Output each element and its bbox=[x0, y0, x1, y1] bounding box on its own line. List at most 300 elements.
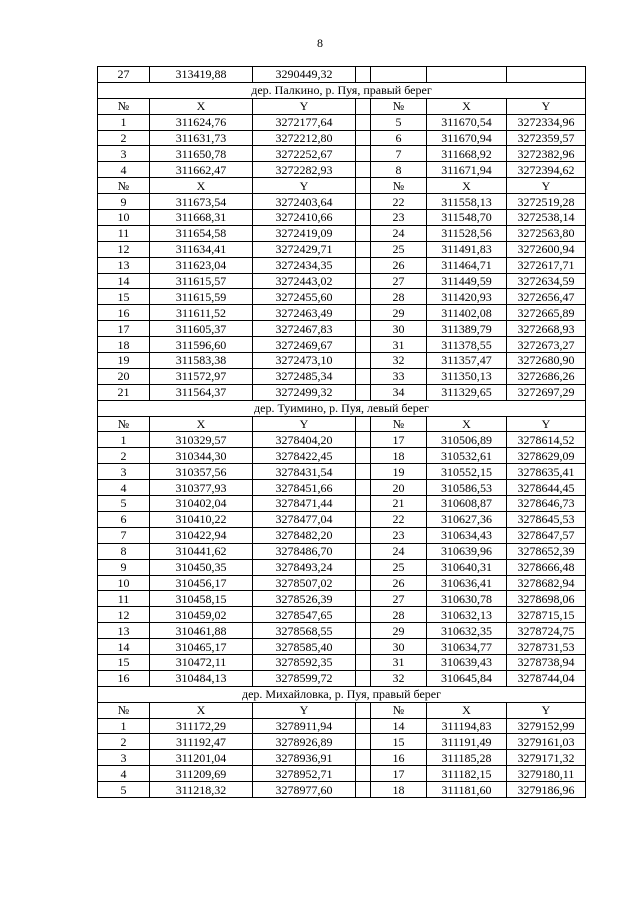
point-number: 23 bbox=[371, 210, 427, 226]
header-y: Y bbox=[253, 702, 356, 718]
coord-x: 311464,71 bbox=[427, 257, 507, 273]
table-row bbox=[98, 146, 586, 162]
header-row bbox=[98, 416, 586, 432]
coord-x: 310552,15 bbox=[427, 464, 507, 480]
coord-x: 310634,43 bbox=[427, 527, 507, 543]
gap-cell bbox=[356, 416, 371, 432]
coord-x: 310450,35 bbox=[150, 559, 253, 575]
gap-cell bbox=[356, 321, 371, 337]
coord-x: 311420,93 bbox=[427, 289, 507, 305]
table-row bbox=[98, 782, 586, 798]
coord-y: 3278724,75 bbox=[507, 623, 586, 639]
coord-y: 3278547,65 bbox=[253, 607, 356, 623]
page-number: 8 bbox=[317, 36, 323, 50]
coord-x: 311558,13 bbox=[427, 194, 507, 210]
gap-cell bbox=[356, 289, 371, 305]
gap-cell bbox=[356, 146, 371, 162]
point-number: 6 bbox=[98, 511, 150, 527]
coord-y: 3278482,20 bbox=[253, 527, 356, 543]
coord-x: 311670,94 bbox=[427, 130, 507, 146]
coord-x: 311192,47 bbox=[150, 734, 253, 750]
table-row bbox=[98, 384, 586, 400]
point-number: 9 bbox=[98, 194, 150, 210]
empty-cell bbox=[507, 67, 586, 83]
table-row bbox=[98, 225, 586, 241]
point-number: 16 bbox=[98, 305, 150, 321]
coord-x: 311631,73 bbox=[150, 130, 253, 146]
table-row bbox=[98, 639, 586, 655]
gap-cell bbox=[356, 257, 371, 273]
point-number: 27 bbox=[371, 591, 427, 607]
coord-x: 310627,36 bbox=[427, 511, 507, 527]
gap-cell bbox=[356, 559, 371, 575]
coord-x: 310458,15 bbox=[150, 591, 253, 607]
point-number: 17 bbox=[371, 432, 427, 448]
point-number: 25 bbox=[371, 559, 427, 575]
table-row bbox=[98, 289, 586, 305]
table-row bbox=[98, 607, 586, 623]
point-number: 15 bbox=[98, 654, 150, 670]
point-number: 6 bbox=[371, 130, 427, 146]
coord-y: 3278614,52 bbox=[507, 432, 586, 448]
gap-cell bbox=[356, 511, 371, 527]
section-title: дер. Михайловка, р. Пуя, правый берег bbox=[98, 686, 586, 702]
table-row bbox=[98, 162, 586, 178]
gap-cell bbox=[356, 464, 371, 480]
coord-x: 311670,54 bbox=[427, 114, 507, 130]
coord-y: 3272177,64 bbox=[253, 114, 356, 130]
table-row bbox=[98, 67, 586, 83]
header-row bbox=[98, 178, 586, 194]
coord-y: 3272212,80 bbox=[253, 130, 356, 146]
coord-y: 3272252,67 bbox=[253, 146, 356, 162]
gap-cell bbox=[356, 241, 371, 257]
header-y: Y bbox=[253, 98, 356, 114]
coord-x: 310461,88 bbox=[150, 623, 253, 639]
point-number: 28 bbox=[371, 607, 427, 623]
coord-x: 310632,13 bbox=[427, 607, 507, 623]
coord-y: 3278698,06 bbox=[507, 591, 586, 607]
gap-cell bbox=[356, 432, 371, 448]
table-row bbox=[98, 559, 586, 575]
coord-y: 3278647,57 bbox=[507, 527, 586, 543]
point-number: 30 bbox=[371, 321, 427, 337]
point-number: 5 bbox=[98, 782, 150, 798]
table-row bbox=[98, 543, 586, 559]
coord-x: 311402,08 bbox=[427, 305, 507, 321]
table-row bbox=[98, 575, 586, 591]
point-number: 29 bbox=[371, 305, 427, 321]
coord-x: 310357,56 bbox=[150, 464, 253, 480]
table-row bbox=[98, 766, 586, 782]
point-number: 32 bbox=[371, 353, 427, 369]
table-row bbox=[98, 496, 586, 512]
coord-x: 310506,89 bbox=[427, 432, 507, 448]
coord-x: 311615,57 bbox=[150, 273, 253, 289]
coord-y: 3272499,32 bbox=[253, 384, 356, 400]
coord-x: 311668,92 bbox=[427, 146, 507, 162]
point-number: 18 bbox=[371, 782, 427, 798]
coord-y: 3272467,83 bbox=[253, 321, 356, 337]
coord-y: 3278568,55 bbox=[253, 623, 356, 639]
coord-y: 3279152,99 bbox=[507, 718, 586, 734]
coord-x: 310402,04 bbox=[150, 496, 253, 512]
coord-y: 3278451,66 bbox=[253, 480, 356, 496]
coord-y: 3278629,09 bbox=[507, 448, 586, 464]
header-x: X bbox=[427, 98, 507, 114]
gap-cell bbox=[356, 225, 371, 241]
point-number: 12 bbox=[98, 241, 150, 257]
coord-y: 3272563,80 bbox=[507, 225, 586, 241]
coord-y: 3278486,70 bbox=[253, 543, 356, 559]
gap-cell bbox=[356, 337, 371, 353]
coord-x: 310608,87 bbox=[427, 496, 507, 512]
coord-x: 311548,70 bbox=[427, 210, 507, 226]
coord-y: 3278646,73 bbox=[507, 496, 586, 512]
coord-x: 311615,59 bbox=[150, 289, 253, 305]
gap-cell bbox=[356, 623, 371, 639]
gap-cell bbox=[356, 654, 371, 670]
coord-y: 3272519,28 bbox=[507, 194, 586, 210]
gap-cell bbox=[356, 98, 371, 114]
table-row bbox=[98, 670, 586, 686]
point-number: 11 bbox=[98, 225, 150, 241]
gap-cell bbox=[356, 305, 371, 321]
point-number: 1 bbox=[98, 718, 150, 734]
point-number: 7 bbox=[98, 527, 150, 543]
point-number: 26 bbox=[371, 575, 427, 591]
coord-x: 311654,58 bbox=[150, 225, 253, 241]
point-number: 17 bbox=[371, 766, 427, 782]
section-title-row bbox=[98, 400, 586, 416]
gap-cell bbox=[356, 210, 371, 226]
point-number: 31 bbox=[371, 337, 427, 353]
gap-cell bbox=[356, 591, 371, 607]
point-number: 21 bbox=[98, 384, 150, 400]
coord-y: 3278911,94 bbox=[253, 718, 356, 734]
coord-x: 310639,43 bbox=[427, 654, 507, 670]
coord-x: 311583,38 bbox=[150, 353, 253, 369]
point-number: 28 bbox=[371, 289, 427, 305]
coord-x: 310441,62 bbox=[150, 543, 253, 559]
point-number: 8 bbox=[371, 162, 427, 178]
point-number: 3 bbox=[98, 750, 150, 766]
coord-y: 3272334,96 bbox=[507, 114, 586, 130]
header-x: X bbox=[150, 178, 253, 194]
coord-y: 3272394,62 bbox=[507, 162, 586, 178]
coord-y: 3279180,11 bbox=[507, 766, 586, 782]
coord-y: 3272434,35 bbox=[253, 257, 356, 273]
coord-x: 310645,84 bbox=[427, 670, 507, 686]
coord-x: 311209,69 bbox=[150, 766, 253, 782]
coord-x: 311378,55 bbox=[427, 337, 507, 353]
point-number: 3 bbox=[98, 146, 150, 162]
coord-y: 3272403,64 bbox=[253, 194, 356, 210]
coord-y: 3272419,09 bbox=[253, 225, 356, 241]
point-number: 33 bbox=[371, 368, 427, 384]
gap-cell bbox=[356, 639, 371, 655]
coord-y: 3278404,20 bbox=[253, 432, 356, 448]
coord-y: 3272455,60 bbox=[253, 289, 356, 305]
coord-x: 310344,30 bbox=[150, 448, 253, 464]
header-x: X bbox=[150, 702, 253, 718]
section-title-row bbox=[98, 686, 586, 702]
gap-cell bbox=[356, 162, 371, 178]
table-row bbox=[98, 734, 586, 750]
coord-y: 3272668,93 bbox=[507, 321, 586, 337]
coord-x: 311329,65 bbox=[427, 384, 507, 400]
coord-y: 3278431,54 bbox=[253, 464, 356, 480]
gap-cell bbox=[356, 496, 371, 512]
table-row bbox=[98, 241, 586, 257]
gap-cell bbox=[356, 607, 371, 623]
point-number: 34 bbox=[371, 384, 427, 400]
coord-y: 3272443,02 bbox=[253, 273, 356, 289]
coord-x: 310484,13 bbox=[150, 670, 253, 686]
table-row bbox=[98, 718, 586, 734]
header-y: Y bbox=[253, 416, 356, 432]
point-number: 19 bbox=[98, 353, 150, 369]
gap-cell bbox=[356, 480, 371, 496]
point-number: 13 bbox=[98, 623, 150, 639]
coord-x: 311449,59 bbox=[427, 273, 507, 289]
coord-x: 310472,11 bbox=[150, 654, 253, 670]
table-row bbox=[98, 257, 586, 273]
coord-y: 3278422,45 bbox=[253, 448, 356, 464]
header-y: Y bbox=[253, 178, 356, 194]
table-row bbox=[98, 511, 586, 527]
coord-x: 311181,60 bbox=[427, 782, 507, 798]
point-number: 9 bbox=[98, 559, 150, 575]
coord-x: 310410,22 bbox=[150, 511, 253, 527]
section-title-row bbox=[98, 82, 586, 98]
header-num: № bbox=[371, 416, 427, 432]
gap-cell bbox=[356, 718, 371, 734]
gap-cell bbox=[356, 384, 371, 400]
coord-x: 310586,53 bbox=[427, 480, 507, 496]
table-row bbox=[98, 337, 586, 353]
point-number: 7 bbox=[371, 146, 427, 162]
coord-y: 3278738,94 bbox=[507, 654, 586, 670]
coord-x: 311191,49 bbox=[427, 734, 507, 750]
header-num: № bbox=[371, 98, 427, 114]
table-row bbox=[98, 654, 586, 670]
coord-y: 3278645,53 bbox=[507, 511, 586, 527]
header-y: Y bbox=[507, 178, 586, 194]
header-row bbox=[98, 702, 586, 718]
gap-cell bbox=[356, 670, 371, 686]
coord-y: 3272469,67 bbox=[253, 337, 356, 353]
coord-y: 3278477,04 bbox=[253, 511, 356, 527]
coord-y: 3278493,24 bbox=[253, 559, 356, 575]
header-y: Y bbox=[507, 702, 586, 718]
coord-x: 310456,17 bbox=[150, 575, 253, 591]
coord-x: 311673,54 bbox=[150, 194, 253, 210]
coord-x: 310459,02 bbox=[150, 607, 253, 623]
header-num: № bbox=[371, 178, 427, 194]
coord-x: 311528,56 bbox=[427, 225, 507, 241]
table-row bbox=[98, 448, 586, 464]
gap-cell bbox=[356, 178, 371, 194]
gap-cell bbox=[356, 766, 371, 782]
point-number: 14 bbox=[371, 718, 427, 734]
coord-x: 310632,35 bbox=[427, 623, 507, 639]
point-number: 20 bbox=[98, 368, 150, 384]
coord-y: 3272656,47 bbox=[507, 289, 586, 305]
coord-x: 310634,77 bbox=[427, 639, 507, 655]
table-row bbox=[98, 194, 586, 210]
point-number: 15 bbox=[371, 734, 427, 750]
coord-y: 3278644,45 bbox=[507, 480, 586, 496]
coord-x: 311572,97 bbox=[150, 368, 253, 384]
header-num: № bbox=[98, 98, 150, 114]
point-number: 8 bbox=[98, 543, 150, 559]
coord-y: 3278635,41 bbox=[507, 464, 586, 480]
gap-cell bbox=[356, 527, 371, 543]
coord-y: 3272680,90 bbox=[507, 353, 586, 369]
table-row bbox=[98, 623, 586, 639]
coord-y: 3272429,71 bbox=[253, 241, 356, 257]
point-number: 12 bbox=[98, 607, 150, 623]
coord-y: 3278592,35 bbox=[253, 654, 356, 670]
coord-x: 311182,15 bbox=[427, 766, 507, 782]
coord-y: 3279171,32 bbox=[507, 750, 586, 766]
point-number: 5 bbox=[371, 114, 427, 130]
empty-cell bbox=[371, 67, 427, 83]
coord-y: 3272686,26 bbox=[507, 368, 586, 384]
table-row bbox=[98, 464, 586, 480]
point-number: 13 bbox=[98, 257, 150, 273]
point-number: 1 bbox=[98, 114, 150, 130]
gap-cell bbox=[356, 734, 371, 750]
coord-y: 3278585,40 bbox=[253, 639, 356, 655]
coord-x: 311634,41 bbox=[150, 241, 253, 257]
table-row bbox=[98, 353, 586, 369]
gap-cell bbox=[356, 130, 371, 146]
coordinates-table bbox=[97, 66, 586, 798]
header-x: X bbox=[150, 416, 253, 432]
coord-y: 3279186,96 bbox=[507, 782, 586, 798]
point-number: 24 bbox=[371, 225, 427, 241]
coord-y: 3278471,44 bbox=[253, 496, 356, 512]
coord-x: 311350,13 bbox=[427, 368, 507, 384]
table-row bbox=[98, 305, 586, 321]
coord-y: 3272697,29 bbox=[507, 384, 586, 400]
point-number: 22 bbox=[371, 511, 427, 527]
gap-cell bbox=[356, 575, 371, 591]
coord-y: 3278652,39 bbox=[507, 543, 586, 559]
section-title: дер. Туимино, р. Пуя, левый берег bbox=[98, 400, 586, 416]
coord-y: 3278952,71 bbox=[253, 766, 356, 782]
gap-cell bbox=[356, 273, 371, 289]
coord-y: 3278526,39 bbox=[253, 591, 356, 607]
coord-x: 311564,37 bbox=[150, 384, 253, 400]
point-number: 31 bbox=[371, 654, 427, 670]
gap-cell bbox=[356, 448, 371, 464]
point-number: 22 bbox=[371, 194, 427, 210]
coord-x: 311596,60 bbox=[150, 337, 253, 353]
coord-x: 310636,41 bbox=[427, 575, 507, 591]
empty-cell bbox=[427, 67, 507, 83]
table-row bbox=[98, 368, 586, 384]
coord-y: 3278599,72 bbox=[253, 670, 356, 686]
gap-cell bbox=[356, 368, 371, 384]
gap-cell bbox=[356, 750, 371, 766]
coord-x: 311671,94 bbox=[427, 162, 507, 178]
header-num: № bbox=[98, 702, 150, 718]
table-row bbox=[98, 210, 586, 226]
gap-cell bbox=[356, 114, 371, 130]
coord-x: 311650,78 bbox=[150, 146, 253, 162]
coord-x: 310465,17 bbox=[150, 639, 253, 655]
coord-y: 3272463,49 bbox=[253, 305, 356, 321]
gap-cell bbox=[356, 543, 371, 559]
header-x: X bbox=[427, 178, 507, 194]
coord-x: 310532,61 bbox=[427, 448, 507, 464]
point-number: 14 bbox=[98, 639, 150, 655]
point-number: 4 bbox=[98, 766, 150, 782]
header-x: X bbox=[427, 416, 507, 432]
point-number: 5 bbox=[98, 496, 150, 512]
coord-y: 3278682,94 bbox=[507, 575, 586, 591]
table-row bbox=[98, 432, 586, 448]
coord-x: 310640,31 bbox=[427, 559, 507, 575]
gap-cell bbox=[356, 782, 371, 798]
coord-y: 3290449,32 bbox=[253, 67, 356, 83]
coord-x: 311218,32 bbox=[150, 782, 253, 798]
coord-x: 311185,28 bbox=[427, 750, 507, 766]
point-number: 18 bbox=[371, 448, 427, 464]
point-number: 29 bbox=[371, 623, 427, 639]
coord-x: 310329,57 bbox=[150, 432, 253, 448]
coord-y: 3272410,66 bbox=[253, 210, 356, 226]
coord-y: 3272665,89 bbox=[507, 305, 586, 321]
coord-x: 311624,76 bbox=[150, 114, 253, 130]
coord-y: 3278507,02 bbox=[253, 575, 356, 591]
point-number: 2 bbox=[98, 130, 150, 146]
section-title: дер. Палкино, р. Пуя, правый берег bbox=[98, 82, 586, 98]
header-num: № bbox=[98, 416, 150, 432]
coord-x: 313419,88 bbox=[150, 67, 253, 83]
coord-x: 311611,52 bbox=[150, 305, 253, 321]
coord-y: 3272617,71 bbox=[507, 257, 586, 273]
header-x: X bbox=[150, 98, 253, 114]
point-number: 20 bbox=[371, 480, 427, 496]
coord-x: 310630,78 bbox=[427, 591, 507, 607]
coord-x: 311389,79 bbox=[427, 321, 507, 337]
point-number: 27 bbox=[371, 273, 427, 289]
coord-x: 311201,04 bbox=[150, 750, 253, 766]
point-number: 10 bbox=[98, 210, 150, 226]
point-number: 23 bbox=[371, 527, 427, 543]
coord-x: 310422,94 bbox=[150, 527, 253, 543]
coord-y: 3278744,04 bbox=[507, 670, 586, 686]
coord-x: 311357,47 bbox=[427, 353, 507, 369]
coord-x: 310639,96 bbox=[427, 543, 507, 559]
header-y: Y bbox=[507, 416, 586, 432]
point-number: 19 bbox=[371, 464, 427, 480]
point-number: 30 bbox=[371, 639, 427, 655]
point-number: 15 bbox=[98, 289, 150, 305]
point-number: 16 bbox=[371, 750, 427, 766]
coord-y: 3272634,59 bbox=[507, 273, 586, 289]
point-number: 24 bbox=[371, 543, 427, 559]
table-row bbox=[98, 321, 586, 337]
point-number: 25 bbox=[371, 241, 427, 257]
point-number: 26 bbox=[371, 257, 427, 273]
point-number: 10 bbox=[98, 575, 150, 591]
coord-y: 3278731,53 bbox=[507, 639, 586, 655]
